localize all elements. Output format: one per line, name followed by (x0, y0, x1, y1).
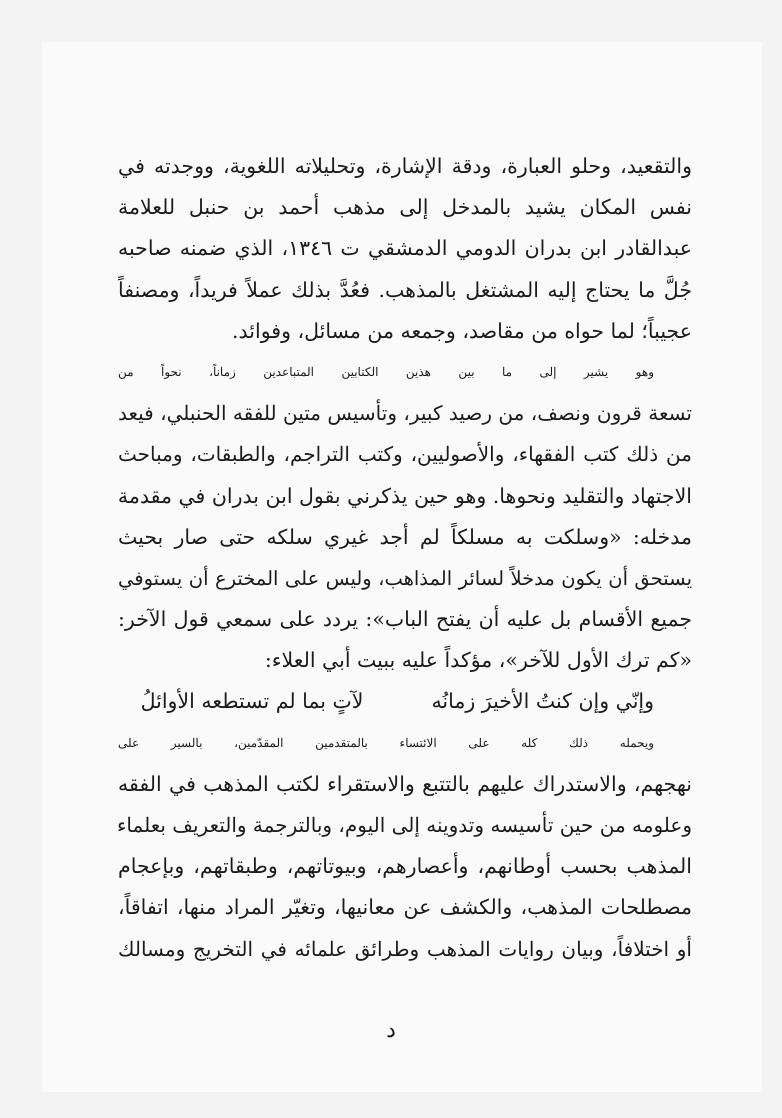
text-line: المذهب بحسب أوطانهم، وأعصارهم، وبيوتاتهم، وطبقاتهم، وبإعجام (118, 854, 692, 879)
poetry-verse (118, 681, 692, 722)
body-text (118, 146, 692, 970)
text-line: مصطلحات المذهب، والكشف عن معانيها، وتغيّر المراد منها، اتفاقاً، (118, 895, 692, 920)
text-line: والتقعيد، وحلو العبارة، ودقة الإشارة، وتحليلاته اللغوية، ووجدته في (118, 154, 692, 178)
text-line: نفس المكان يشيد بالمدخل إلى مذهب أحمد بن حنبل للعلامة (118, 195, 692, 220)
page-number: د (386, 1018, 396, 1043)
text-line: جُلَّ ما يحتاج إليه المشتغل بالمذهب. فعُدَّ بذلك عملاً فريداً، ومصنفاً (118, 277, 692, 302)
verse-gap (363, 681, 431, 722)
text-line: من ذلك كتب الفقهاء، والأصوليين، وكتب التراجم، والطبقات، ومباحث (118, 442, 692, 467)
text-line: مدخله: «وسلكت به مسلكاً لم أجد غيري سلكه حتى صار بحيث (118, 524, 692, 549)
text-line: ويحمله ذلك كله على الائتساء بالمتقدمين المقدّمين، بالسير على (118, 735, 654, 750)
text-line: وعلومه من حين تأسيسه وتدوينه إلى اليوم، وبالترجمة والتعريف بعلماء (117, 813, 692, 837)
text-line: عبدالقادر ابن بدران الدومي الدمشقي ت ١٣٤٦، الذي ضمنه صاحبه (118, 236, 692, 261)
text-line: جميع الأقسام بل عليه أن يفتح الباب»: يردد على سمعي قول الآخر: (118, 607, 692, 632)
text-line: أو اختلافاً، وبيان روايات المذهب وطرائق علمائه في التخريج ومسالك (118, 936, 692, 961)
text-line: الاجتهاد والتقليد ونحوها. وهو حين يذكرني بقول ابن بدران في مقدمة (117, 483, 692, 508)
text-line: وهو يشير إلى ما بين هذين الكتابين المتباعدين زماناً، نحواً من (118, 364, 654, 379)
verse-first-hemistich: وإنّي وإن كنتُ الأخيرَ زمانُه (431, 689, 654, 714)
text-line: يستحق أن يكون مدخلاً لسائر المذاهب، وليس على المخترع أن يستوفي (118, 566, 692, 590)
text-line: عجيباً؛ لما حواه من مقاصد، وجمعه من مسائل، وفوائد. (232, 318, 692, 343)
text-line: تسعة قرون ونصف، من رصيد كبير، وتأسيس متين للفقه الحنبلي، فيعد (118, 401, 692, 426)
text-line: نهجهم، والاستدراك عليهم بالتتبع والاستقراء لكتب المذهب في الفقه (118, 771, 692, 796)
verse-second-hemistich: لآتٍ بما لم تستطعه الأوائلُ (140, 689, 364, 714)
text-line: «كم ترك الأول للآخر»، مؤكداً عليه ببيت أبي العلاء: (264, 648, 692, 673)
